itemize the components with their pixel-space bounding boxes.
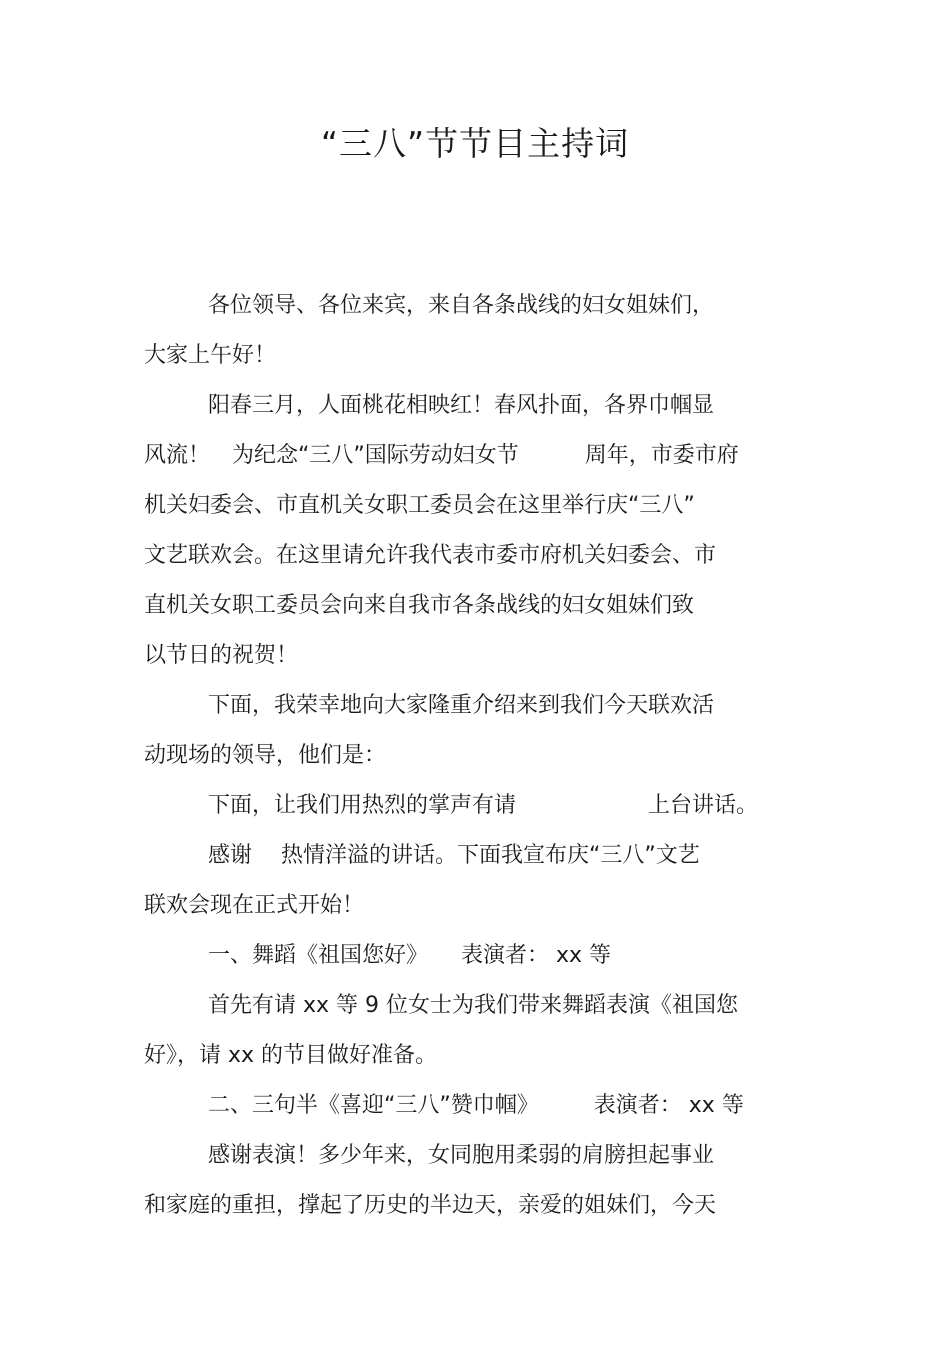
paragraph-line: 阳春三月，人面桃花相映红！春风扑面，各界巾帼显 [208,393,715,418]
paragraph-line: 动现场的领导，他们是： [144,743,387,768]
paragraph-line: 各位领导、各位来宾，来自各条战线的妇女姐妹们， [208,293,715,318]
paragraph-line: 好》，请 xx 的节目做好准备。 [144,1043,438,1068]
paragraph-line: 下面，我荣幸地向大家隆重介绍来到我们今天联欢活 [208,693,715,718]
paragraph-line: 文艺联欢会。在这里请允许我代表市委市府机关妇委会、市 [144,543,717,568]
paragraph-line: 首先有请 xx 等 9 位女士为我们带来舞蹈表演《祖国您 [208,993,739,1018]
paragraph-line: 感谢 热情洋溢的讲话。下面我宣布庆“三八”文艺 [208,843,700,868]
paragraph-line: 下面，让我们用热烈的掌声有请 上台讲话。 [208,793,759,818]
paragraph-line: 直机关女职工委员会向来自我市各条战线的妇女姐妹们致 [144,593,695,618]
paragraph-line: 大家上午好！ [144,343,277,368]
document-title: “三八”节节目主持词 [320,124,630,163]
program-item-heading: 二、三句半《喜迎“三八”赞巾帼》 表演者： xx 等 [208,1093,744,1118]
paragraph-line: 机关妇委会、市直机关女职工委员会在这里举行庆“三八” [144,493,695,518]
paragraph-line: 和家庭的重担，撑起了历史的半边天，亲爱的姐妹们，今天 [144,1193,717,1218]
paragraph-line: 风流！ 为纪念“三八”国际劳动妇女节 周年，市委市府 [144,443,739,468]
paragraph-line: 以节日的祝贺！ [144,643,299,668]
paragraph-line: 感谢表演！多少年来，女同胞用柔弱的肩膀担起事业 [208,1143,715,1168]
paragraph-line: 联欢会现在正式开始！ [144,893,365,918]
program-item-heading: 一、舞蹈《祖国您好》 表演者： xx 等 [208,943,612,968]
